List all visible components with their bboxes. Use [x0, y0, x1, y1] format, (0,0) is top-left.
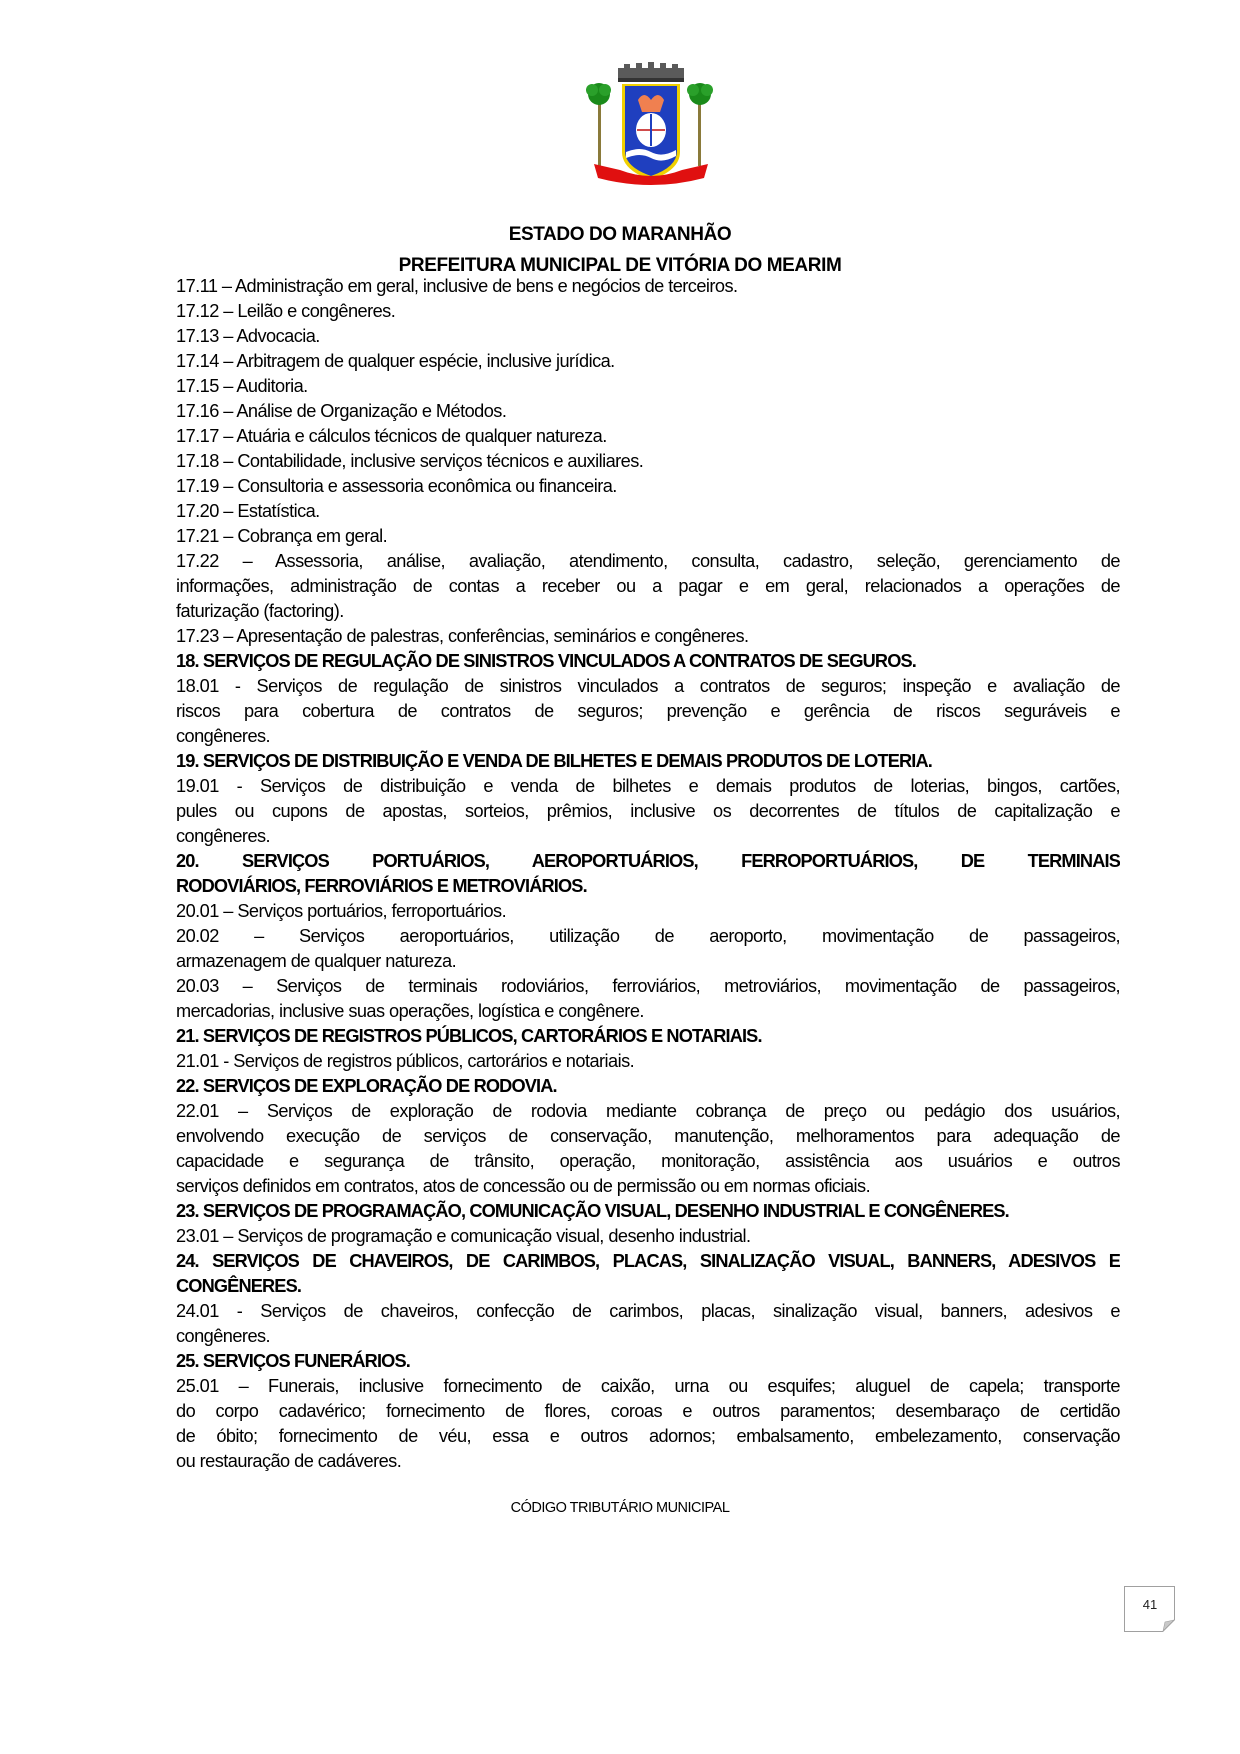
text-line: congêneres.: [176, 726, 271, 746]
text-line: 21.01 - Serviços de registros públicos, cartorários e notariais.: [176, 1051, 635, 1071]
text-line: de óbito; fornecimento de véu, essa e outros adornos; embalsamento, embelezamento, conservação: [176, 1426, 1120, 1446]
text-line: informações, administração de contas a receber ou a pagar e em geral, relacionados a operações de: [176, 576, 1120, 596]
page-number-box: [1124, 1586, 1175, 1632]
text-line: 17.12 – Leilão e congêneres.: [176, 301, 396, 321]
coat-of-arms-emblem: [580, 60, 720, 188]
text-line: 23.01 – Serviços de programação e comunicação visual, desenho industrial.: [176, 1226, 751, 1246]
text-line: 19.01 - Serviços de distribuição e venda de bilhetes e demais produtos de loterias, bingos, cartões,: [176, 776, 1120, 796]
text-line: serviços definidos em contratos, atos de concessão ou de permissão ou em normas oficiais.: [176, 1176, 871, 1196]
text-line: 17.16 – Análise de Organização e Métodos.: [176, 401, 507, 421]
text-line: 18.01 - Serviços de regulação de sinistros vinculados a contratos de seguros; inspeção e avaliação de: [176, 676, 1120, 696]
document-body: [176, 274, 1120, 1474]
text-line: 17.19 – Consultoria e assessoria econômica ou financeira.: [176, 476, 617, 496]
text-line: riscos para cobertura de contratos de seguros; prevenção e gerência de riscos seguráveis e: [176, 701, 1120, 721]
text-line: armazenagem de qualquer natureza.: [176, 951, 457, 971]
text-line: mercadorias, inclusive suas operações, logística e congênere.: [176, 1001, 644, 1021]
section-heading-line: 24. SERVIÇOS DE CHAVEIROS, DE CARIMBOS, PLACAS, SINALIZAÇÃO VISUAL, BANNERS, ADESIVOS E: [176, 1251, 1120, 1271]
section-heading-line: CONGÊNERES.: [176, 1276, 302, 1296]
section-heading-line: 19. SERVIÇOS DE DISTRIBUIÇÃO E VENDA DE BILHETES E DEMAIS PRODUTOS DE LOTERIA.: [176, 751, 932, 771]
text-line: pules ou cupons de apostas, sorteios, prêmios, inclusive os decorrentes de títulos de capitalização e: [176, 801, 1120, 821]
text-line: 24.01 - Serviços de chaveiros, confecção de carimbos, placas, sinalização visual, banners, adesivos e: [176, 1301, 1120, 1321]
section-heading-line: 23. SERVIÇOS DE PROGRAMAÇÃO, COMUNICAÇÃO VISUAL, DESENHO INDUSTRIAL E CONGÊNERES.: [176, 1201, 1009, 1221]
text-line: 17.17 – Atuária e cálculos técnicos de qualquer natureza.: [176, 426, 607, 446]
text-line: do corpo cadavérico; fornecimento de flores, coroas e outros paramentos; desembaraço de certidão: [176, 1401, 1120, 1421]
text-line: 25.01 – Funerais, inclusive fornecimento de caixão, urna ou esquifes; aluguel de capela; transporte: [176, 1376, 1120, 1396]
section-heading-line: RODOVIÁRIOS, FERROVIÁRIOS E METROVIÁRIOS.: [176, 876, 587, 896]
page-number: 41: [1142, 1597, 1158, 1612]
text-line: 20.03 – Serviços de terminais rodoviários, ferroviários, metroviários, movimentação de passageiros,: [176, 976, 1120, 996]
text-line: 20.02 – Serviços aeroportuários, utilização de aeroporto, movimentação de passageiros,: [176, 926, 1120, 946]
section-heading-line: 20. SERVIÇOS PORTUÁRIOS, AEROPORTUÁRIOS, FERROPORTUÁRIOS, DE TERMINAIS: [176, 851, 1120, 871]
text-line: 17.11 – Administração em geral, inclusive de bens e negócios de terceiros.: [176, 276, 738, 296]
text-line: 20.01 – Serviços portuários, ferroportuários.: [176, 901, 507, 921]
document-footer: CÓDIGO TRIBUTÁRIO MUNICIPAL: [510, 1500, 730, 1516]
coat-of-arms-icon: [580, 60, 720, 188]
municipality-heading: PREFEITURA MUNICIPAL DE VITÓRIA DO MEARIM: [398, 255, 842, 276]
text-line: 17.13 – Advocacia.: [176, 326, 320, 346]
text-line: 17.15 – Auditoria.: [176, 376, 308, 396]
text-line: congêneres.: [176, 1326, 271, 1346]
section-heading-line: 22. SERVIÇOS DE EXPLORAÇÃO DE RODOVIA.: [176, 1076, 557, 1096]
text-line: 17.21 – Cobrança em geral.: [176, 526, 388, 546]
section-heading-line: 25. SERVIÇOS FUNERÁRIOS.: [176, 1351, 410, 1371]
section-heading-line: 18. SERVIÇOS DE REGULAÇÃO DE SINISTROS VINCULADOS A CONTRATOS DE SEGUROS.: [176, 651, 916, 671]
text-line: faturização (factoring).: [176, 601, 344, 621]
page-curl-icon: [1162, 1619, 1175, 1632]
text-line: congêneres.: [176, 826, 271, 846]
state-heading: ESTADO DO MARANHÃO: [508, 224, 732, 245]
text-line: capacidade e segurança de trânsito, operação, monitoração, assistência aos usuários e outros: [176, 1151, 1120, 1171]
text-line: 22.01 – Serviços de exploração de rodovia mediante cobrança de preço ou pedágio dos usuários,: [176, 1101, 1120, 1121]
text-line: ou restauração de cadáveres.: [176, 1451, 402, 1471]
section-heading-line: 21. SERVIÇOS DE REGISTROS PÚBLICOS, CARTORÁRIOS E NOTARIAIS.: [176, 1026, 762, 1046]
text-line: 17.20 – Estatística.: [176, 501, 320, 521]
text-line: envolvendo execução de serviços de conservação, manutenção, melhoramentos para adequação de: [176, 1126, 1120, 1146]
text-line: 17.14 – Arbitragem de qualquer espécie, inclusive jurídica.: [176, 351, 615, 371]
text-line: 17.23 – Apresentação de palestras, conferências, seminários e congêneres.: [176, 626, 749, 646]
text-line: 17.22 – Assessoria, análise, avaliação, atendimento, consulta, cadastro, seleção, gerenciamento de: [176, 551, 1120, 571]
text-line: 17.18 – Contabilidade, inclusive serviços técnicos e auxiliares.: [176, 451, 644, 471]
